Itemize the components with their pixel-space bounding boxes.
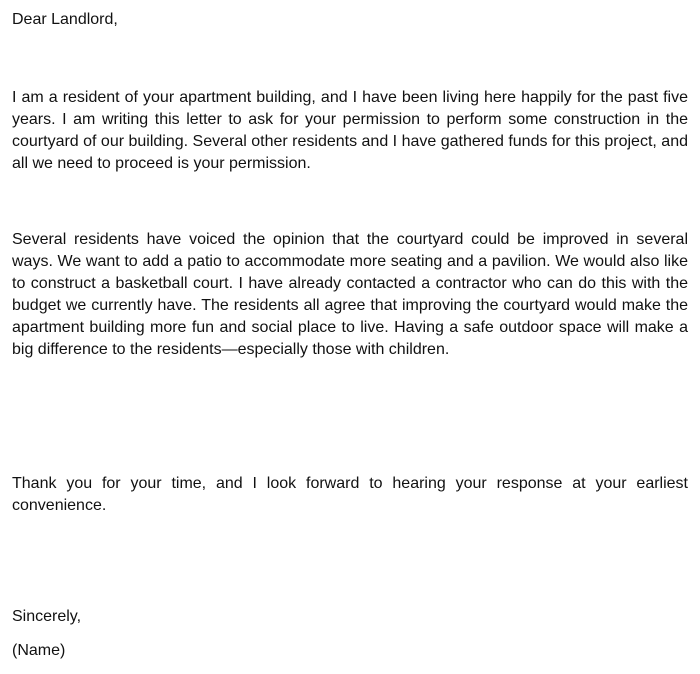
closing: Sincerely, bbox=[12, 608, 82, 625]
signature-placeholder: (Name) bbox=[12, 642, 66, 659]
paragraph-thanks: Thank you for your time, and I look forward to hearing your response at your earliest convenience. bbox=[12, 475, 688, 514]
paragraph-details: Several residents have voiced the opinion that the courtyard could be improved in several ways. We want to add a patio to accommodate more seating and a pavilion. We would also like to construct a basketball court. I have already contacted a contractor who can do this with the budget we currently have. The residents all agree that improving the courtyard would make the apartment building more fun and social place to live. Having a safe outdoor space will make a big difference to the residents—especially those with children. bbox=[12, 231, 688, 358]
paragraph-request: I am a resident of your apartment building, and I have been living here happily for the past five years. I am writing this letter to ask for your permission to perform some construction in the courtyard of our building. Several other residents and I have gathered funds for this project, and all we need to proceed is your permission. bbox=[12, 89, 688, 172]
salutation: Dear Landlord, bbox=[12, 11, 118, 28]
